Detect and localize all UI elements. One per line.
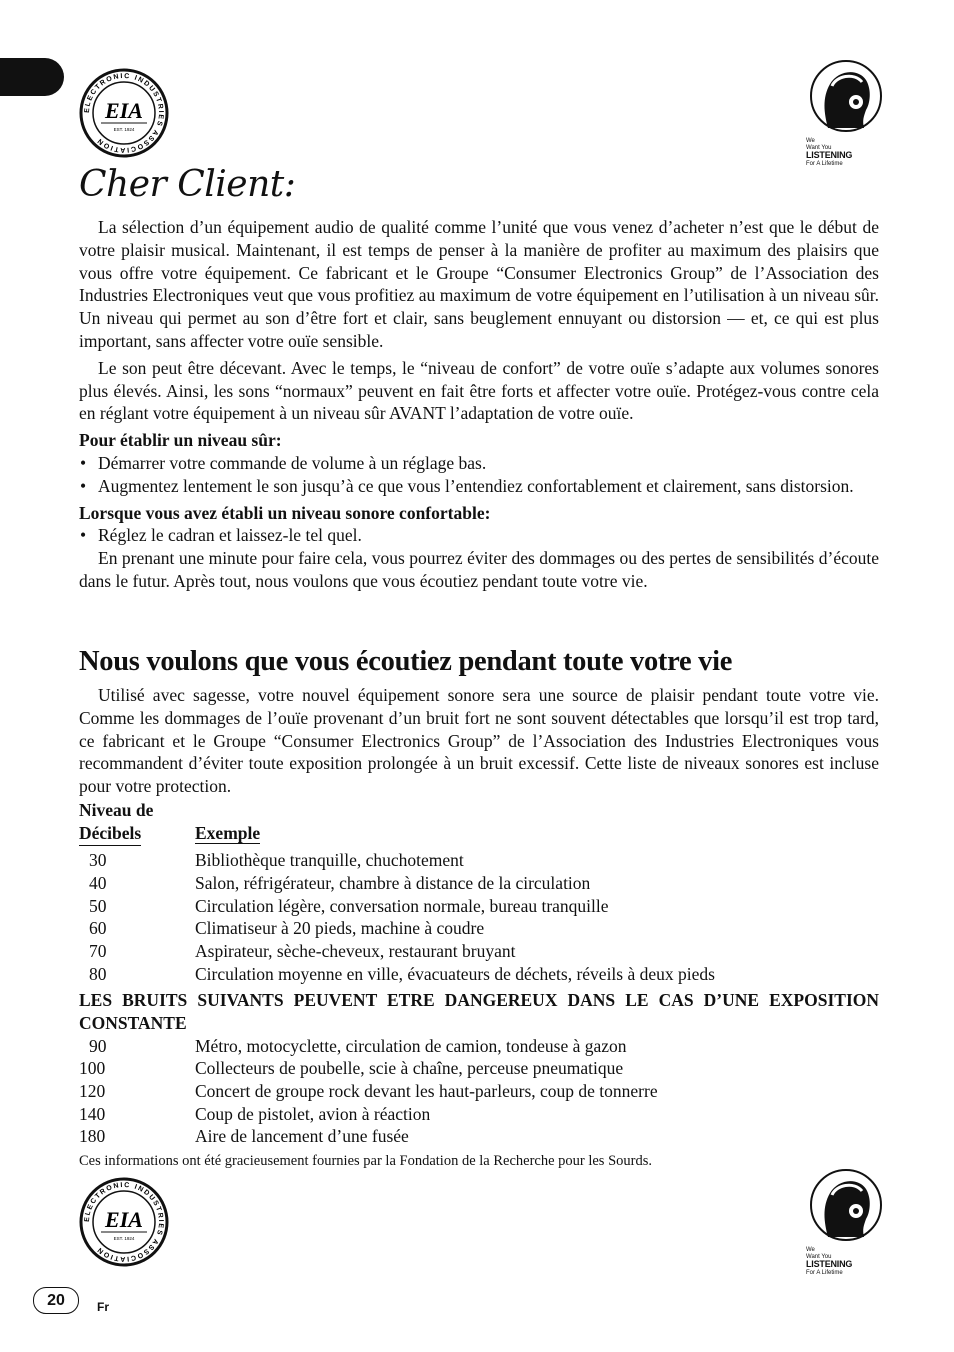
svg-text:ELECTRONIC INDUSTRIES ASSOCIAT: ELECTRONIC INDUSTRIES ASSOCIATION [83,1181,165,1263]
listening-caption: We Want You LISTENING For A Lifetime [806,138,853,167]
listening-logo-top [806,58,886,167]
table-row: 60 Climatiseur à 20 pieds, machine à coudre [89,918,485,938]
eia-logo-bottom [79,1177,169,1267]
safe-item-2: • Augmentez lentement le son jusqu’à ce que vous l’entendiez confortablement et clairement, sans distorsion. [79,475,879,498]
eia-seal-icon [79,1177,169,1267]
danger-warning: LES BRUITS SUIVANTS PEUVENT ETRE DANGEREUX DANS LE CAS D’UNE EXPOSITION CONSTANTE [79,990,879,1033]
table-row: 50 Circulation légère, conversation normale, bureau tranquille [89,896,609,916]
language-label: Fr [97,1300,109,1314]
safe-item-1: • Démarrer votre commande de volume à un réglage bas. [79,452,879,475]
table-row: 140 Coup de pistolet, avion à réaction [79,1104,431,1124]
svg-text:ELECTRONIC INDUSTRIES ASSOCIAT: ELECTRONIC INDUSTRIES ASSOCIATION [83,72,165,154]
head-with-headphones-icon [806,1167,886,1242]
table-row: 80 Circulation moyenne en ville, évacuateurs de déchets, réveils à deux pieds [89,964,715,984]
table-row: 30 Bibliothèque tranquille, chuchotement [89,850,464,870]
table-row: 40 Salon, réfrigérateur, chambre à distance de la circulation [89,873,591,893]
svg-text:EIA: EIA [105,98,143,123]
comfort-item-1: • Réglez le cadran et laissez-le tel quel. [79,524,879,547]
intro-paragraph-2: Le son peut être décevant. Avec le temps, le “niveau de confort” de votre ouïe s’adapte aux volumes sonores plus élevés. Ainsi, les sons “normaux” peuvent en fait être forts et affecter votre ouïe. Protégez-vous contre cela en réglant votre équipement à un niveau sûr AVANT l’adaptation de votre ouïe. [79,357,879,424]
intro-paragraph-1: La sélection d’un équipement audio de qualité comme l’unité que vous venez d’acheter n’est que le début de votre plaisir musical. Maintenant, il est temps de penser à la manière de profiter au maximum des plaisirs que vous offre votre équipement. Ce fabricant et le Groupe “Consumer Electronics Group” de l’Association des Industries Electroniques veut que vous profitiez au maximum de votre équipement en l’utilisation à un niveau sûr. Un niveau qui permet au son d’être fort et clair, sans beuglement ennuyant ou distorsion — et, ce qui est plus important, sans affecter votre ouïe sensible. [79,217,879,351]
intro-paragraph-3: En prenant une minute pour faire cela, vous pourrez éviter des dommages ou des pertes de sensibilités d’écoute dans le futur. Après tout, nous voulons que vous écoutiez pendant toute votre vie. [79,548,879,591]
section2-body [79,684,879,798]
section-tab [0,58,64,96]
table-row: 90 Métro, motocyclette, circulation de camion, tondeuse à gazon [89,1036,627,1056]
table-row: 70 Aspirateur, sèche-cheveux, restaurant bruyant [89,941,516,961]
table-row: 180 Aire de lancement d’une fusée [79,1126,409,1146]
head-with-headphones-icon [806,58,886,133]
section-heading: Nous voulons que vous écoutiez pendant toute votre vie [79,646,733,677]
table-row: 120 Concert de groupe rock devant les haut-parleurs, coup de tonnerre [79,1081,658,1101]
page-title: Cher Client: [79,164,296,205]
comfort-level-heading: Lorsque vous avez établi un niveau sonore confortable: [79,502,491,523]
table-col1-header: Niveau de Décibels [79,799,153,846]
source-footnote: Ces informations ont été gracieusement fournies par la Fondation de la Recherche pour les Sourds. [79,1153,652,1169]
table-row: 100 Collecteurs de poubelle, scie à chaîne, perceuse pneumatique [79,1058,624,1078]
listening-caption: We Want You LISTENING For A Lifetime [806,1247,853,1276]
svg-text:EST. 1924: EST. 1924 [113,1236,135,1241]
svg-text:EST. 1924: EST. 1924 [113,127,135,132]
section2-paragraph: Utilisé avec sagesse, votre nouvel équipement sonore sera une source de plaisir pendant toute votre vie. Comme les dommages de l’ouïe provenant d’un bruit fort ne sont souvent détectables que lorsqu’il est trop tard, ce fabricant et le Groupe “Consumer Electronics Group” de l’Association des Industries Electroniques vous recommandent d’éviter toute exposition prolongée à un bruit excessif. Cette liste de niveaux sonores est incluse pour votre protection. [79,685,879,797]
eia-logo-top [79,68,169,158]
page-number: 20 [33,1287,79,1314]
safe-level-heading: Pour établir un niveau sûr: [79,430,282,451]
eia-seal-icon [79,68,169,158]
intro-section [79,216,879,593]
listening-logo-bottom [806,1167,886,1276]
svg-text:EIA: EIA [105,1207,143,1232]
table-col2-header: Exemple [195,823,261,843]
